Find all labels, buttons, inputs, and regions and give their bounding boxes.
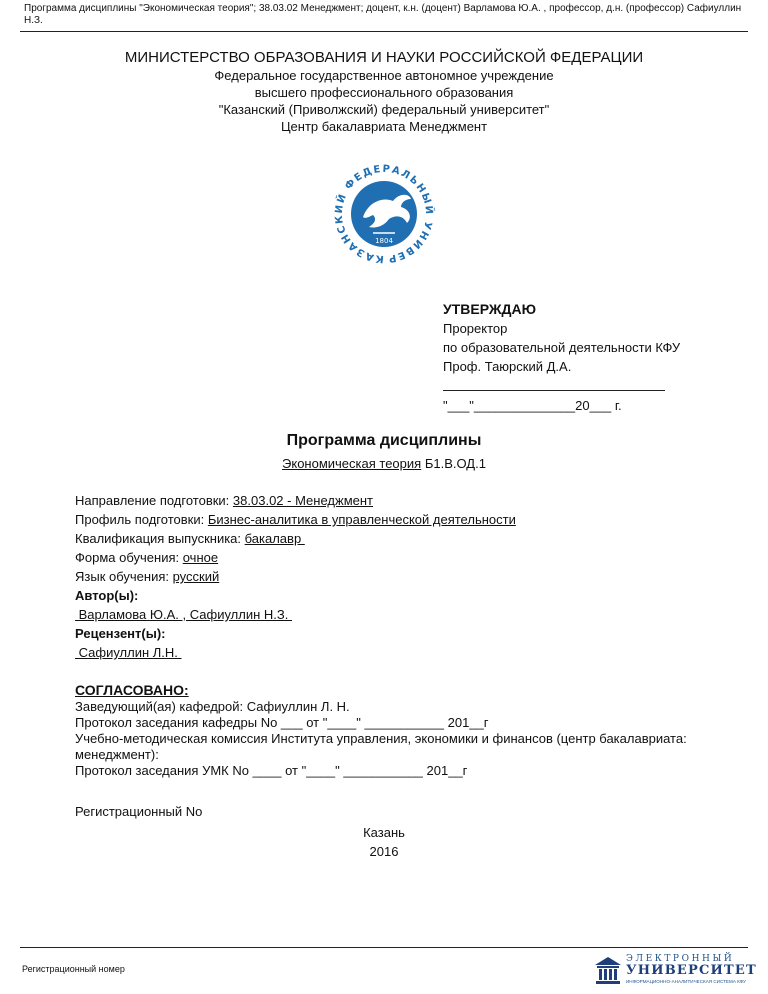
approval-position: Проректор: [443, 321, 508, 336]
approval-date: "___"______________20___ г.: [443, 398, 622, 413]
commission-name: Учебно-методическая комиссия Института управления, экономики и финансов (центр бакалавриата: менеджмент):: [75, 731, 687, 762]
program-title: Программа дисциплины: [286, 432, 482, 449]
profile-value: Бизнес-аналитика в управленческой деятельности: [207, 512, 516, 527]
year: 2016: [369, 844, 399, 859]
footer-registration: Регистрационный номер: [22, 964, 125, 974]
logo-line-1: ЭЛЕКТРОННЫЙ: [626, 954, 735, 964]
direction-value: 38.03.02 - Менеджмент: [232, 493, 373, 508]
direction-row: [75, 491, 735, 510]
ministry-block: [0, 48, 768, 135]
emblem-year: 1804: [375, 237, 393, 245]
umk-protocol: Протокол заседания УМК No ____ от "____" ___________ 201__г: [75, 763, 468, 778]
electronic-university-logo: [593, 954, 757, 986]
approval-title: УТВЕРЖДАЮ: [443, 301, 537, 317]
registration-number: Регистрационный No: [75, 804, 203, 819]
qualification-value: бакалавр: [244, 531, 305, 546]
university-name: "Казанский (Приволжский) федеральный университет": [218, 102, 550, 117]
program-subtitle: [0, 456, 768, 471]
approval-signer: Проф. Таюрский Д.А.: [443, 359, 572, 374]
emblem-ring-text: КАЗАНСКИЙ ФЕДЕРАЛЬНЫЙ УНИВЕР: [333, 163, 435, 265]
signature-line: [443, 376, 665, 391]
language-row: [75, 567, 735, 586]
approval-block: [443, 300, 680, 415]
profile-label: Профиль подготовки:: [75, 512, 208, 527]
authors-label: Автор(ы):: [75, 588, 139, 603]
logo-line-3: ИНФОРМАЦИОННО-АНАЛИТИЧЕСКАЯ СИСТЕМА КФУ: [626, 979, 746, 984]
footer-divider: [20, 947, 748, 948]
university-emblem: [323, 153, 445, 275]
program-info: [75, 491, 735, 662]
institution-type: Федеральное государственное автономное учреждение: [214, 68, 554, 83]
language-label: Язык обучения:: [75, 569, 173, 584]
city: Казань: [363, 825, 405, 840]
ministry-name: МИНИСТЕРСТВО ОБРАЗОВАНИЯ И НАУКИ РОССИЙСКОЙ ФЕДЕРАЦИИ: [124, 49, 644, 66]
reviewers-label: Рецензент(ы):: [75, 626, 166, 641]
form-row: [75, 548, 735, 567]
education-level: высшего профессионального образования: [254, 85, 514, 100]
center-name: Центр бакалавриата Менеджмент: [280, 119, 488, 134]
qualification-label: Квалификация выпускника:: [75, 531, 245, 546]
logo-line-2: УНИВЕРСИТЕТ: [626, 963, 757, 978]
reviewers-value: Сафиуллин Л.Н.: [75, 645, 182, 660]
agreement-title: СОГЛАСОВАНО:: [75, 682, 189, 698]
agreement-block: [75, 681, 735, 779]
authors-value: Варламова Ю.А. , Сафиуллин Н.З.: [75, 607, 292, 622]
header-divider: [20, 31, 748, 32]
department-head: Заведующий(ая) кафедрой: Сафиуллин Л. Н.: [75, 699, 350, 714]
discipline-name: Экономическая теория: [282, 456, 422, 471]
page-header: Программа дисциплины "Экономическая теория"; 38.03.02 Менеджмент; доцент, к.н. (доцент) Варламова Ю.А. , профессор, д.н. (профессор) Сафиуллин Н.З.: [24, 3, 742, 26]
form-label: Форма обучения:: [75, 550, 183, 565]
language-value: русский: [172, 569, 220, 584]
qualification-row: [75, 529, 735, 548]
direction-label: Направление подготовки:: [75, 493, 233, 508]
profile-row: [75, 510, 735, 529]
place-and-year: [0, 823, 768, 861]
approval-position-detail: по образовательной деятельности КФУ: [443, 340, 681, 355]
discipline-code: Б1.В.ОД.1: [424, 456, 486, 471]
building-icon: [593, 955, 623, 985]
department-protocol: Протокол заседания кафедры No ___ от "____" ___________ 201__г: [75, 715, 489, 730]
form-value: очное: [182, 550, 219, 565]
